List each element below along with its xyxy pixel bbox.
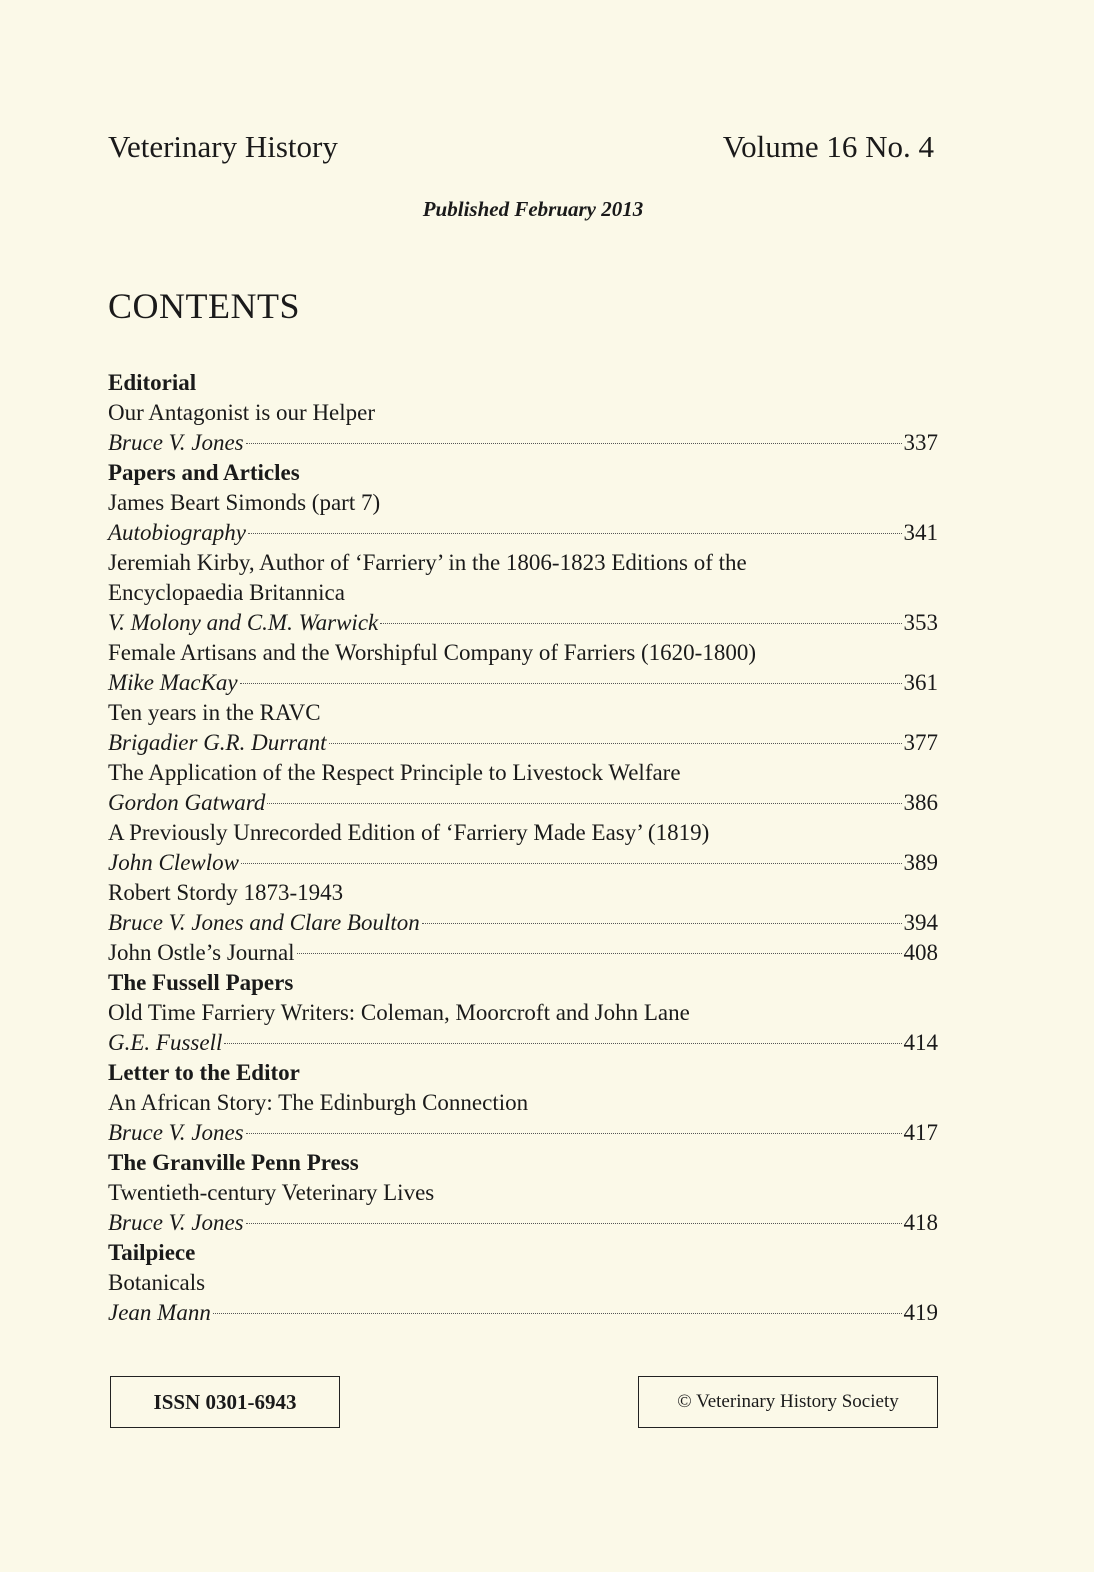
toc-entry-row bbox=[108, 518, 938, 548]
toc-page-number: 377 bbox=[903, 730, 938, 755]
toc-author: Jean Mann bbox=[108, 1300, 211, 1325]
dot-leader bbox=[329, 743, 902, 744]
dot-leader bbox=[240, 683, 902, 684]
toc-page-number: 418 bbox=[903, 1210, 938, 1235]
dot-leader bbox=[297, 953, 902, 954]
contents-page bbox=[108, 0, 938, 1572]
toc-article-title: Robert Stordy 1873-1943 bbox=[108, 880, 344, 905]
masthead bbox=[108, 125, 938, 169]
toc-section-heading: Tailpiece bbox=[108, 1240, 196, 1265]
dot-leader bbox=[246, 443, 902, 444]
toc-author: Brigadier G.R. Durrant bbox=[108, 730, 327, 755]
toc-page-number: 417 bbox=[903, 1120, 938, 1145]
toc-section-heading: The Granville Penn Press bbox=[108, 1150, 359, 1175]
journal-title: Veterinary History bbox=[108, 129, 338, 164]
toc-entry-row bbox=[108, 1208, 938, 1238]
toc-entry-row bbox=[108, 608, 938, 638]
toc-article-title: Our Antagonist is our Helper bbox=[108, 400, 376, 425]
toc-section-heading: Papers and Articles bbox=[108, 460, 300, 485]
toc-entry-row bbox=[108, 938, 938, 968]
volume-number: Volume 16 No. 4 bbox=[722, 129, 934, 164]
toc-article-title: Twentieth-century Veterinary Lives bbox=[108, 1180, 435, 1205]
toc-article-title: A Previously Unrecorded Edition of ‘Farriery Made Easy’ (1819) bbox=[108, 820, 710, 845]
toc-entry-row bbox=[108, 788, 938, 818]
toc-entry-row bbox=[108, 1028, 938, 1058]
dot-leader bbox=[246, 1133, 902, 1134]
toc-author: Bruce V. Jones and Clare Boulton bbox=[108, 910, 420, 935]
toc-page-number: 353 bbox=[903, 610, 938, 635]
dot-leader bbox=[248, 533, 902, 534]
toc-entry-row bbox=[108, 1118, 938, 1148]
toc-page-number: 408 bbox=[903, 940, 938, 965]
toc-article-title: John Ostle’s Journal bbox=[108, 940, 295, 965]
toc-entry-row bbox=[108, 908, 938, 938]
toc-entry-row bbox=[108, 668, 938, 698]
copyright-text: © Veterinary History Society bbox=[677, 1391, 899, 1412]
publication-date: Published February 2013 bbox=[422, 197, 644, 221]
toc-author: John Clewlow bbox=[108, 850, 239, 875]
toc-article-title: Old Time Farriery Writers: Coleman, Moorcroft and John Lane bbox=[108, 1000, 690, 1025]
issn-text: ISSN 0301-6943 bbox=[153, 1389, 297, 1414]
toc-page-number: 394 bbox=[903, 910, 938, 935]
toc-page-number: 337 bbox=[903, 430, 938, 455]
toc-entry-row bbox=[108, 1298, 938, 1328]
toc-author: Bruce V. Jones bbox=[108, 1210, 244, 1235]
toc-section-heading: Editorial bbox=[108, 370, 197, 395]
toc-page-number: 419 bbox=[903, 1300, 938, 1325]
dot-leader bbox=[213, 1313, 902, 1314]
toc-author: Gordon Gatward bbox=[108, 790, 266, 815]
toc-entry-row bbox=[108, 848, 938, 878]
toc-article-title: Jeremiah Kirby, Author of ‘Farriery’ in the 1806-1823 Editions of the bbox=[108, 550, 747, 575]
copyright-box bbox=[638, 1376, 938, 1428]
toc-section-heading: Letter to the Editor bbox=[108, 1060, 300, 1085]
issn-box bbox=[110, 1376, 340, 1428]
dot-leader bbox=[241, 863, 902, 864]
toc-entry-row bbox=[108, 728, 938, 758]
toc-author: V. Molony and C.M. Warwick bbox=[108, 610, 379, 635]
table-of-contents bbox=[108, 368, 938, 1328]
toc-article-title: Botanicals bbox=[108, 1270, 206, 1295]
toc-article-title: Female Artisans and the Worshipful Company of Farriers (1620-1800) bbox=[108, 640, 756, 665]
dot-leader bbox=[380, 623, 901, 624]
dot-leader bbox=[267, 803, 901, 804]
toc-section-heading: The Fussell Papers bbox=[108, 970, 294, 995]
dot-leader bbox=[224, 1043, 901, 1044]
toc-article-title: Encyclopaedia Britannica bbox=[108, 580, 345, 605]
toc-page-number: 414 bbox=[903, 1030, 938, 1055]
contents-heading: CONTENTS bbox=[108, 286, 300, 326]
toc-article-title: Ten years in the RAVC bbox=[108, 700, 321, 725]
toc-author: Autobiography bbox=[108, 520, 246, 545]
toc-page-number: 389 bbox=[903, 850, 938, 875]
toc-page-number: 341 bbox=[903, 520, 938, 545]
toc-article-title: An African Story: The Edinburgh Connection bbox=[108, 1090, 529, 1115]
toc-author: Mike MacKay bbox=[108, 670, 238, 695]
toc-author: G.E. Fussell bbox=[108, 1030, 223, 1055]
dot-leader bbox=[246, 1223, 902, 1224]
toc-entry-row bbox=[108, 428, 938, 458]
dot-leader bbox=[422, 923, 902, 924]
toc-page-number: 361 bbox=[903, 670, 938, 695]
toc-author: Bruce V. Jones bbox=[108, 1120, 244, 1145]
toc-article-title: James Beart Simonds (part 7) bbox=[108, 490, 381, 515]
toc-page-number: 386 bbox=[903, 790, 938, 815]
toc-author: Bruce V. Jones bbox=[108, 430, 244, 455]
toc-article-title: The Application of the Respect Principle to Livestock Welfare bbox=[108, 760, 681, 785]
